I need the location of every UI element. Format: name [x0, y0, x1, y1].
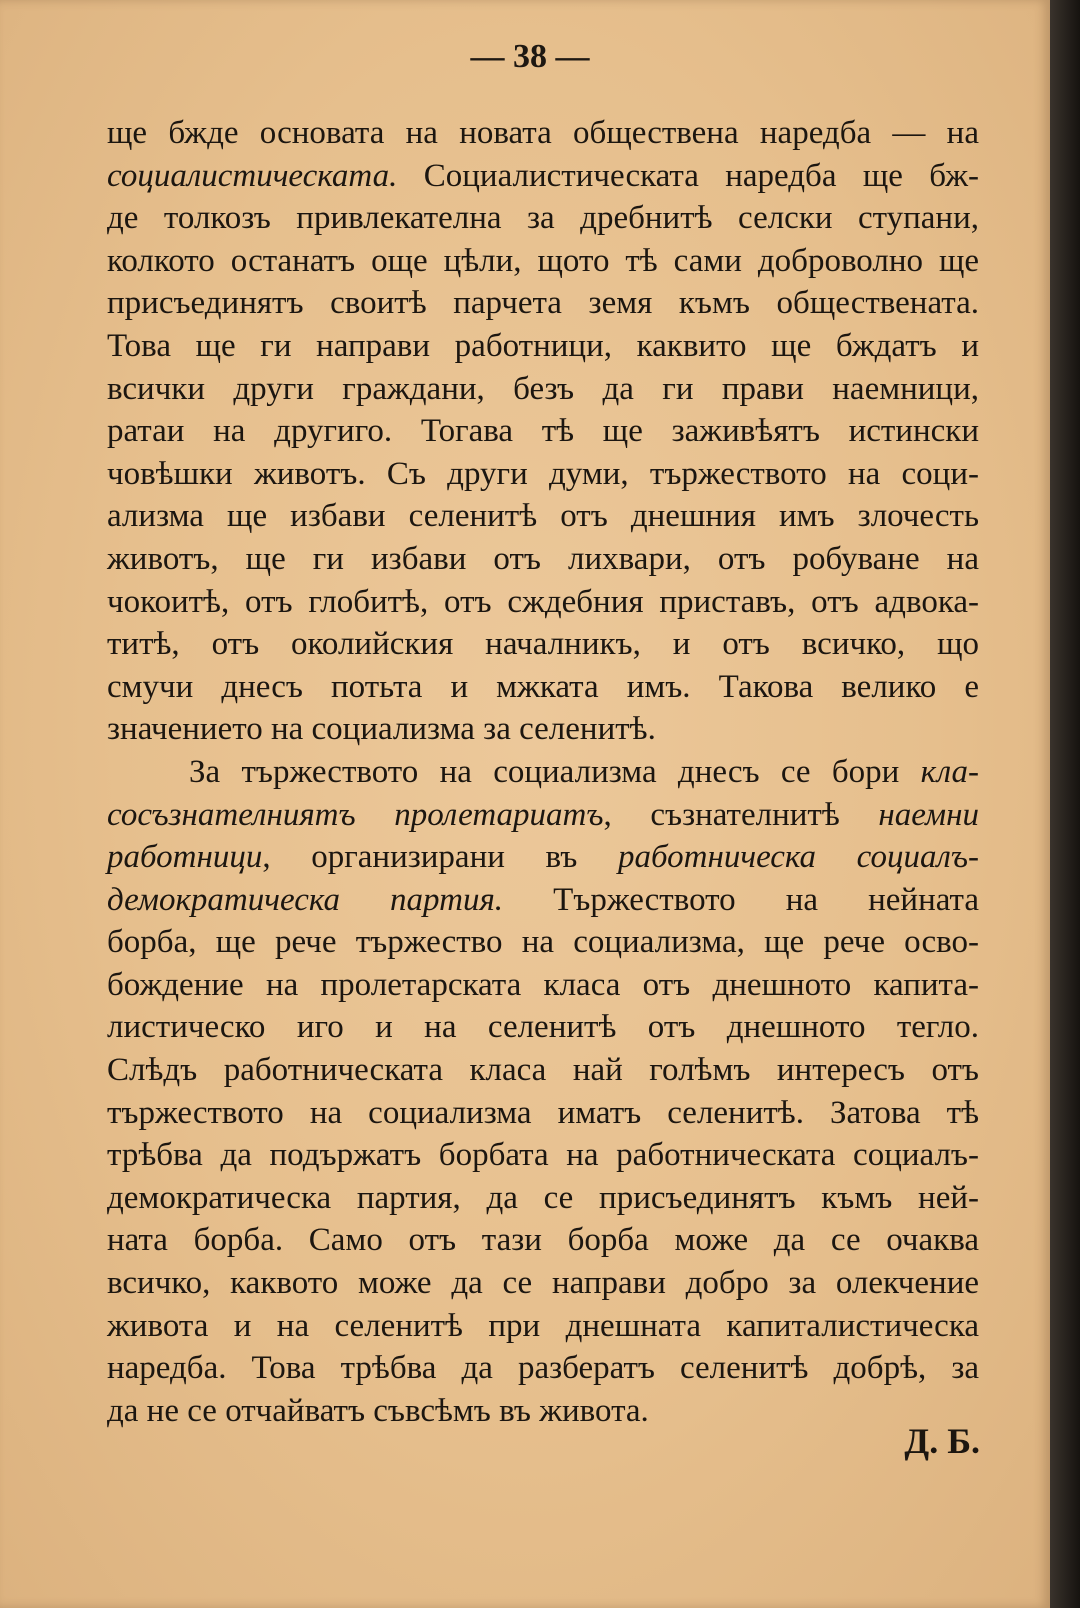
- text-line: Слѣдъ работническата класа най голѣмъ интересъ отъ: [107, 1052, 979, 1089]
- italic-emphasis: сосъзнателниятъ пролетариатъ: [107, 796, 604, 833]
- text-line: ализма ще избави селенитѣ отъ днешния имъ злочесть: [107, 498, 979, 535]
- text-line: тържеството на социализма иматъ селенитѣ. Затова тѣ: [107, 1094, 979, 1131]
- text-line: де толкозъ привлекателна за дребнитѣ селски ступани,: [107, 200, 979, 237]
- paragraph-2: [107, 751, 979, 1433]
- paragraph-1: [107, 112, 979, 751]
- text-line: демократическа партия. Тържеството на нейната: [107, 881, 979, 918]
- text-line: титѣ, отъ околийския началникъ, и отъ всичко, що: [107, 626, 979, 663]
- text-line: сосъзнателниятъ пролетариатъ, съзнателнитѣ наемни: [107, 796, 979, 833]
- italic-emphasis: демократическа партия.: [107, 881, 504, 918]
- text-line: работници, организирани въ работническа социалъ-: [107, 839, 979, 876]
- text-line: присъединятъ своитѣ парчета земя къмъ обществената.: [107, 285, 979, 322]
- text-line: чокоитѣ, отъ глобитѣ, отъ сждебния приставъ, отъ адвока-: [107, 583, 979, 620]
- text-line: смучи днесъ потьта и мжката имъ. Такова велико е: [107, 668, 979, 705]
- page-number: — 38 —: [470, 38, 590, 75]
- italic-emphasis: работници: [107, 839, 263, 876]
- body-text: [107, 112, 979, 1432]
- text-line: да не се отчайватъ съвсѣмъ въ живота.: [107, 1392, 649, 1429]
- author-signature: Д. Б.: [904, 1421, 980, 1461]
- text-line: ще бжде основата на новата обществена наредба — на: [107, 115, 979, 151]
- text-line: За тържеството на социализма днесъ се бори кла-: [189, 753, 979, 790]
- text-line: човѣшки животъ. Съ други думи, тържеството на соци-: [107, 455, 979, 492]
- text-line: всички други граждани, безъ да ги прави наемници,: [107, 370, 979, 407]
- text-line: всичко, каквото може да се направи добро за олекчение: [107, 1265, 979, 1302]
- italic-emphasis: работническа социалъ-: [617, 839, 979, 876]
- text-line: бождение на пролетарската класа отъ днешното капита-: [107, 966, 979, 1003]
- italic-emphasis: социалистическата.: [107, 157, 398, 194]
- italic-emphasis: наемни: [878, 796, 979, 833]
- text-line: животъ, ще ги избави отъ лихвари, отъ робуване на: [107, 540, 979, 577]
- text-line: ната борба. Само отъ тази борба може да се очаква: [107, 1222, 979, 1259]
- text-line: демократическа партия, да се присъединятъ къмъ ней-: [107, 1179, 979, 1216]
- text-line: листическо иго и на селенитѣ отъ днешното тегло.: [107, 1009, 979, 1046]
- text-line: Това ще ги направи работници, каквито ще бждатъ и: [107, 327, 979, 364]
- text-line: колкото останатъ още цѣли, щото тѣ сами доброволно ще: [107, 242, 979, 279]
- text-line: трѣбва да подържатъ борбата на работническата социалъ-: [107, 1137, 979, 1174]
- text-line: ратаи на другиго. Тогава тѣ ще заживѣятъ истински: [107, 413, 979, 450]
- text-line: значението на социализма за селенитѣ.: [107, 711, 656, 748]
- italic-emphasis: кла-: [920, 753, 979, 790]
- text-line: социалистическата. Социалистическата наредба ще бж-: [107, 157, 979, 194]
- book-edge: [1050, 0, 1080, 1608]
- text-line: живота и на селенитѣ при днешната капиталистическа: [107, 1307, 979, 1344]
- text-line: наредба. Това трѣбва да разбератъ селенитѣ добрѣ, за: [107, 1350, 979, 1387]
- text-line: борба, ще рече тържество на социализма, ще рече осво-: [107, 924, 979, 961]
